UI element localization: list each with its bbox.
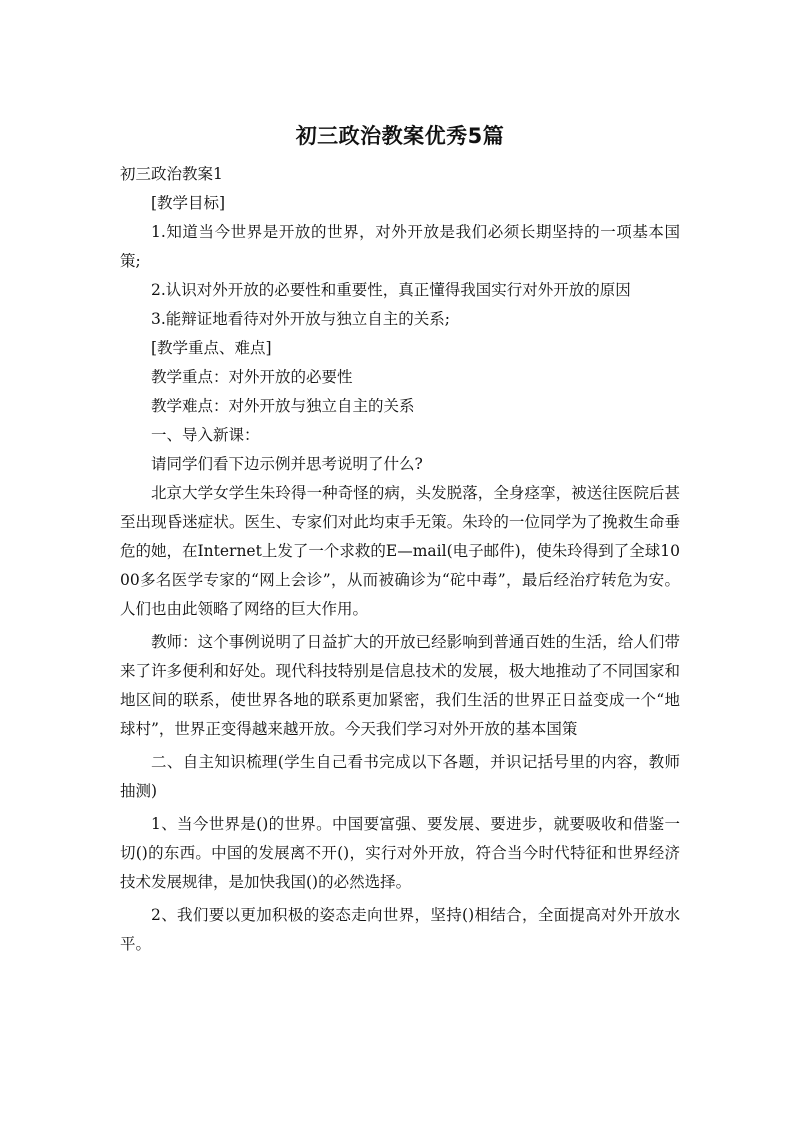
paragraph: 2.认识对外开放的必要性和重要性，真正懂得我国实行对外开放的原因: [151, 281, 631, 299]
paragraph: 二、自主知识梳理(学生自己看书完成以下各题，并识记括号里的内容，教师抽测): [120, 753, 680, 800]
document-body: [120, 160, 680, 959]
paragraph: 教师：这个事例说明了日益扩大的开放已经影响到普通百姓的生活，给人们带来了许多便利和好处。现代科技特别是信息技术的发展，极大地推动了不同国家和地区间的联系，使世界各地的联系更加紧密，我们生活的世界正日益变成一个“地球村”，世界正变得越来越开放。今天我们学习对外开放的基本国策: [120, 633, 680, 738]
section-heading: 初三政治教案1: [120, 165, 223, 183]
paragraph: 1、当今世界是()的世界。中国要富强、要发展、要进步，就要吸收和借鉴一切()的东西。中国的发展离不开()，实行对外开放，符合当今时代特征和世界经济技术发展规律，是加快我国()的必然选择。: [120, 815, 680, 891]
paragraph: 3.能辩证地看待对外开放与独立自主的关系;: [151, 310, 451, 328]
paragraph: [教学重点、难点]: [151, 339, 272, 357]
paragraph: 教学重点：对外开放的必要性: [151, 368, 353, 386]
paragraph: 2、我们要以更加积极的姿态走向世界，坚持()相结合，全面提高对外开放水平。: [120, 906, 680, 953]
paragraph: 请同学们看下边示例并思考说明了什么?: [151, 455, 423, 473]
paragraph: 教学难点：对外开放与独立自主的关系: [151, 397, 415, 415]
paragraph: 1.知道当今世界是开放的世界，对外开放是我们必须长期坚持的一项基本国策;: [120, 223, 680, 270]
paragraph: 北京大学女学生朱玲得一种奇怪的病，头发脱落，全身痉挛，被送往医院后甚至出现昏迷症状。医生、专家们对此均束手无策。朱玲的一位同学为了挽救生命垂危的她，在Internet上发了一个求救的E—mail(电子邮件)，使朱玲得到了全球1000多名医学专家的“网上会诊”，从而被确诊为“砣中毒”，最后经治疗转危为安。人们也由此领略了网络的巨大作用。: [120, 484, 680, 618]
paragraph: 一、导入新课：: [151, 426, 260, 444]
document-title: 初三政治教案优秀5篇: [295, 124, 505, 148]
paragraph: [教学目标]: [151, 194, 226, 212]
